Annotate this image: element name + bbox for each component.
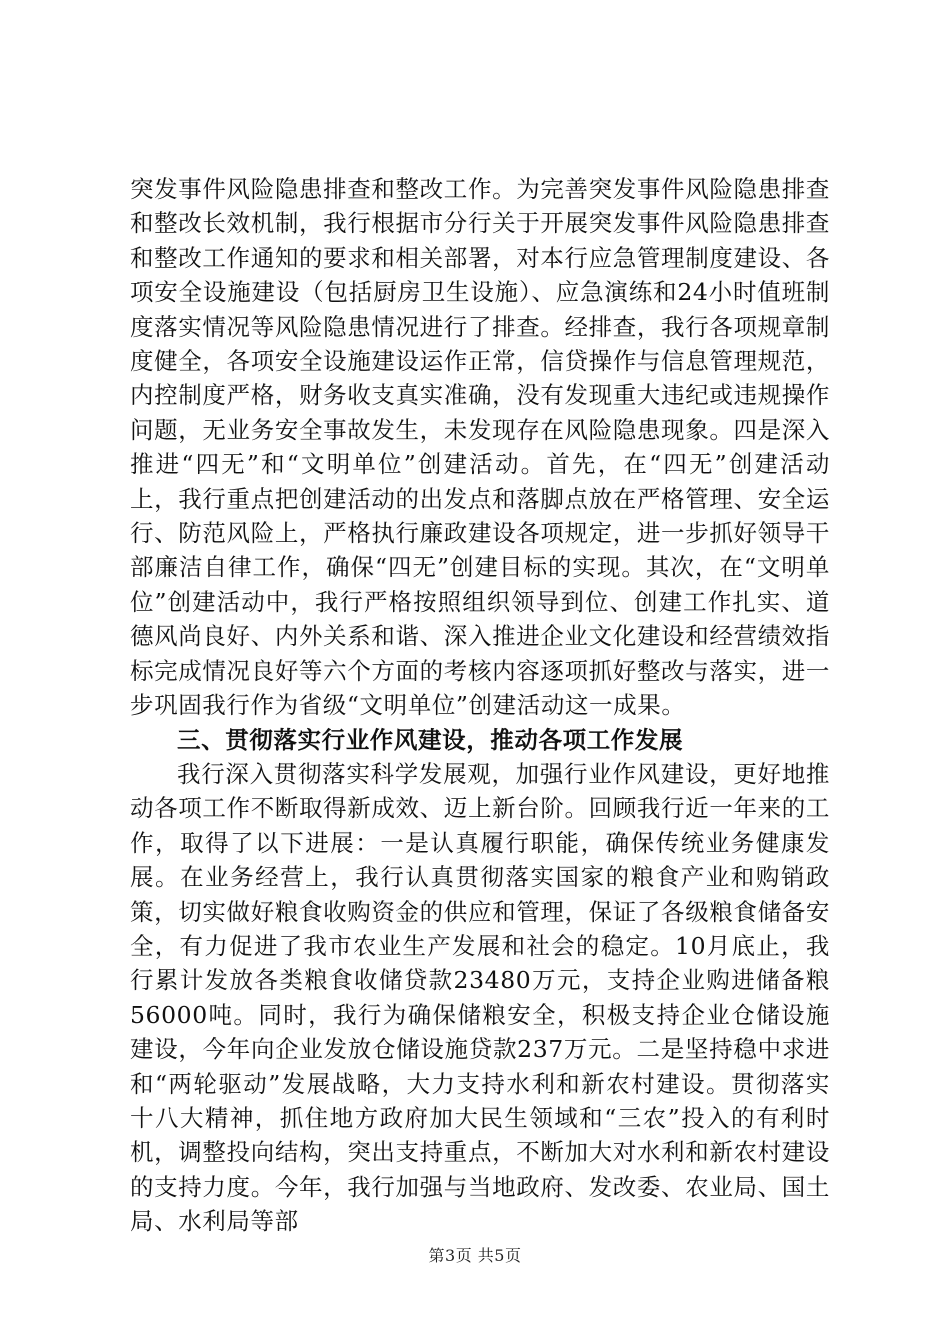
page-footer: 第3页 共5页 [428,1246,522,1265]
section-heading: 三、贯彻落实行业作风建设，推动各项工作发展 [177,725,684,754]
document-body [130,172,830,1239]
body-paragraph-2: 我行深入贯彻落实科学发展观，加强行业作风建设，更好地推动各项工作不断取得新成效、迈上新台阶。回顾我行近一年来的工作，取得了以下进展：一是认真履行职能，确保传统业务健康发展。在业务经营上，我行认真贯彻落实国家的粮食产业和购销政策，切实做好粮食收购资金的供应和管理，保证了各级粮食储备安全，有力促进了我市农业生产发展和社会的稳定。10月底止，我行累计发放各类粮食收储贷款23480万元，支持企业购进储备粮56000吨。同时，我行为确保储粮安全，积极支持企业仓储设施建设，今年向企业发放仓储设施贷款237万元。二是坚持稳中求进和“两轮驱动”发展战略，大力支持水利和新农村建设。贯彻落实十八大精神，抓住地方政府加大民生领域和“三农”投入的有利时机，调整投向结构，突出支持重点，不断加大对水利和新农村建设的支持力度。今年，我行加强与当地政府、发改委、农业局、国土局、水利局等部 [130,759,830,1236]
body-paragraph-1: 突发事件风险隐患排查和整改工作。为完善突发事件风险隐患排查和整改长效机制，我行根据市分行关于开展突发事件风险隐患排查和整改工作通知的要求和相关部署，对本行应急管理制度建设、各项安全设施建设（包括厨房卫生设施）、应急演练和24小时值班制度落实情况等风险隐患情况进行了排查。经排查，我行各项规章制度健全，各项安全设施建设运作正常，信贷操作与信息管理规范，内控制度严格，财务收支真实准确，没有发现重大违纪或违规操作问题，无业务安全事故发生，未发现存在风险隐患现象。四是深入推进“四无”和“文明单位”创建活动。首先，在“四无”创建活动上，我行重点把创建活动的出发点和落脚点放在严格管理、安全运行、防范风险上，严格执行廉政建设各项规定，进一步抓好领导干部廉洁自律工作，确保“四无”创建目标的实现。其次，在“文明单位”创建活动中，我行严格按照组织领导到位、创建工作扎实、道德风尚良好、内外关系和谐、深入推进企业文化建设和经营绩效指标完成情况良好等六个方面的考核内容逐项抓好整改与落实，进一步巩固我行作为省级“文明单位”创建活动这一成果。 [130,175,830,720]
